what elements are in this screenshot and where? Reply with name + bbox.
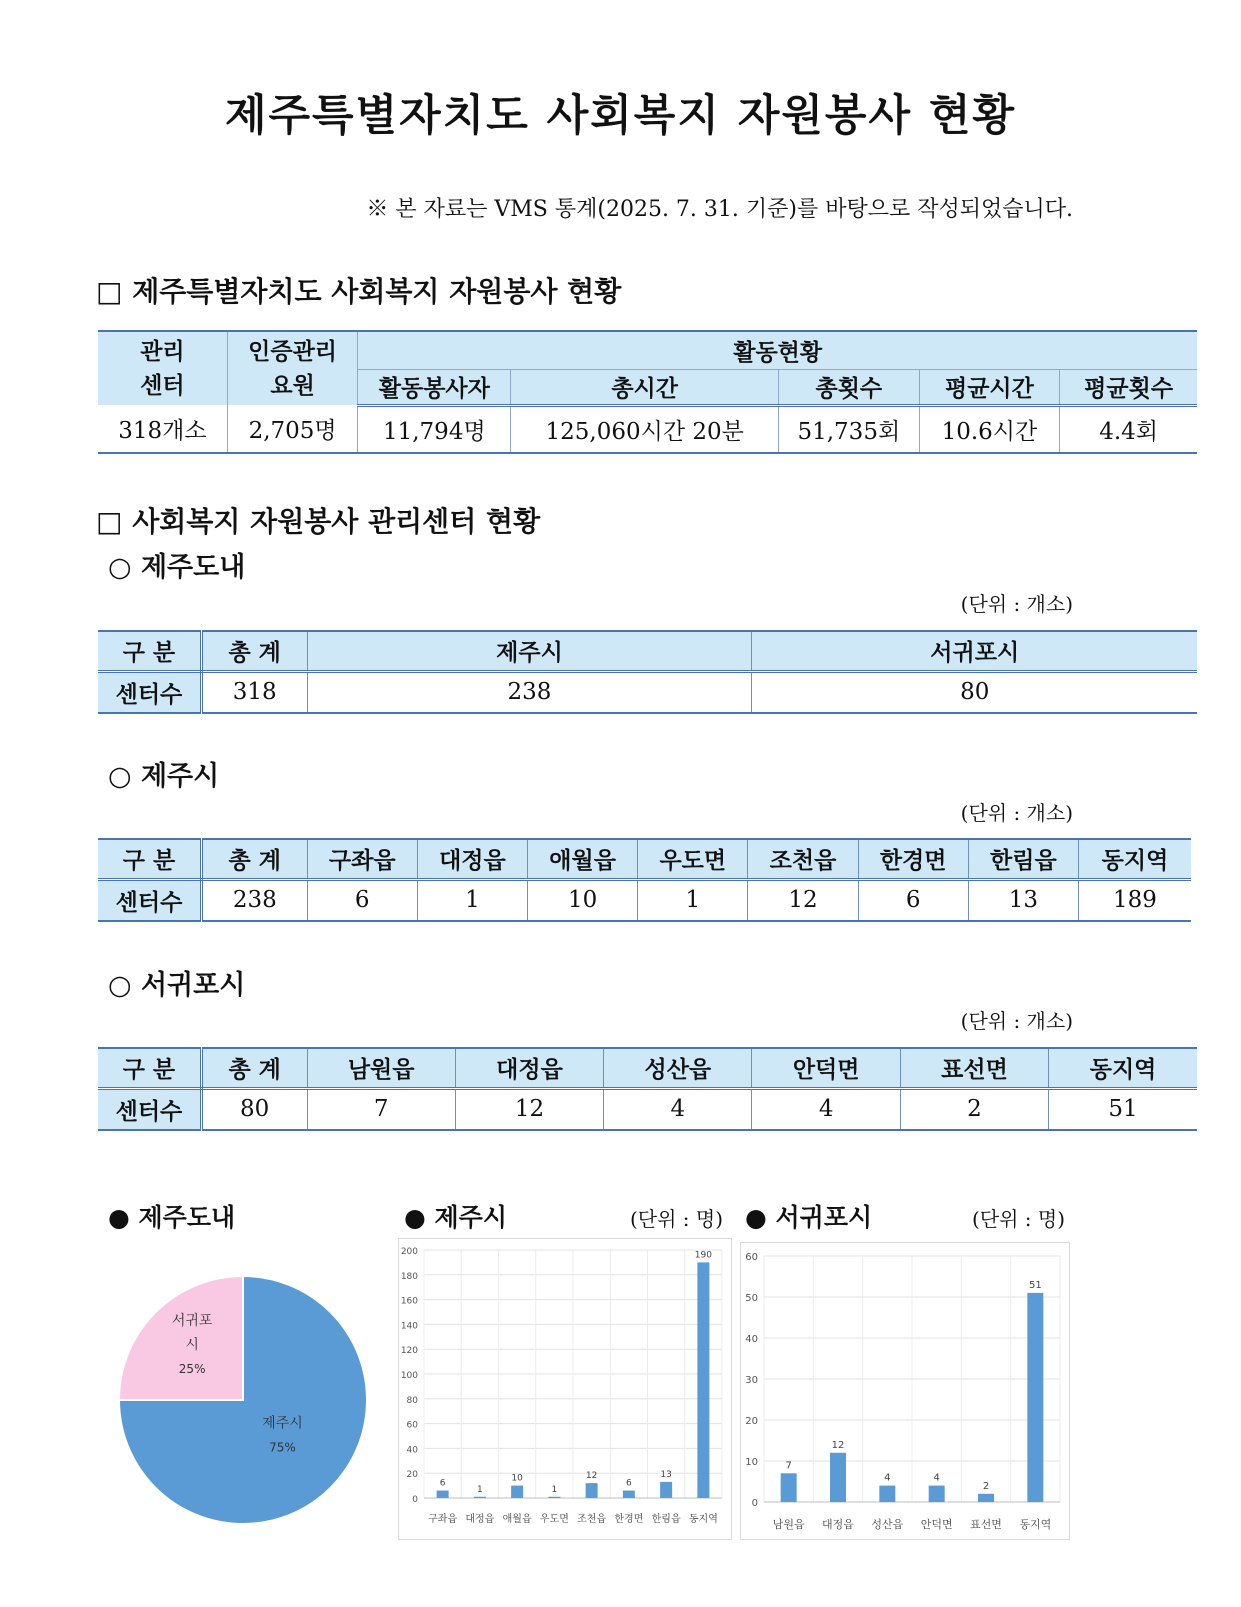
jeju-header-3: 대정읍 xyxy=(417,839,527,879)
province-value-3: 80 xyxy=(752,671,1197,713)
x-tick-label: 대정읍 xyxy=(465,1514,495,1525)
seogwipo-table xyxy=(98,1047,1197,1131)
seogwipo-value-4: 4 xyxy=(604,1088,752,1130)
data-label: 10 xyxy=(511,1473,523,1484)
jeju-header-7: 한경면 xyxy=(858,839,968,879)
value-avg-count: 4.4회 xyxy=(1060,405,1197,453)
bar-1 xyxy=(474,1497,486,1498)
jeju-value-4: 10 xyxy=(528,879,638,921)
bar-3 xyxy=(548,1497,560,1498)
jeju-header-0: 구 분 xyxy=(98,839,201,879)
chart-heading-jeju: ● 제주시 xyxy=(404,1203,507,1232)
x-tick-label: 동지역 xyxy=(688,1514,718,1525)
bar-0 xyxy=(437,1491,449,1498)
y-tick-label: 40 xyxy=(745,1334,758,1345)
header-center-text: 관리 센터 xyxy=(140,337,185,399)
y-tick-label: 60 xyxy=(745,1252,758,1263)
seogwipo-value-6: 2 xyxy=(900,1088,1048,1130)
subheading-seogwipo: ○ 서귀포시 xyxy=(108,970,246,1001)
bar-3 xyxy=(929,1486,945,1502)
y-tick-label: 0 xyxy=(412,1495,418,1505)
jeju-value-2: 6 xyxy=(307,879,417,921)
value-center: 318개소 xyxy=(98,405,227,453)
x-tick-label: 한림읍 xyxy=(651,1514,681,1525)
province-row-label: 센터수 xyxy=(98,671,201,713)
header-total-hours: 총시간 xyxy=(511,369,779,405)
province-header-3: 서귀포시 xyxy=(752,631,1197,671)
data-label: 51 xyxy=(1028,1279,1042,1291)
pie-slice-1 xyxy=(119,1276,243,1400)
province-value-2: 238 xyxy=(307,671,752,713)
header-total-count: 총횟수 xyxy=(779,369,920,405)
jeju-header-8: 한림읍 xyxy=(968,839,1078,879)
province-value-1: 318 xyxy=(201,671,307,713)
value-total-hours: 125,060시간 20분 xyxy=(511,405,779,453)
y-tick-label: 100 xyxy=(400,1371,418,1381)
data-label: 4 xyxy=(884,1472,891,1484)
jeju-value-3: 1 xyxy=(417,879,527,921)
data-label: 12 xyxy=(585,1471,598,1482)
value-total-count: 51,735회 xyxy=(779,405,920,453)
x-tick-label: 성산읍 xyxy=(871,1518,904,1531)
seogwipo-header-6: 표선면 xyxy=(900,1048,1048,1088)
data-label: 1 xyxy=(551,1484,558,1495)
bar-2 xyxy=(879,1486,895,1502)
chart-heading-seogwipo: ● 서귀포시 xyxy=(745,1203,873,1232)
x-tick-label: 우도면 xyxy=(539,1514,569,1525)
subheading-province: ○ 제주도내 xyxy=(108,552,246,583)
jeju-header-2: 구좌읍 xyxy=(307,839,417,879)
unit-label-province: (단위 : 개소) xyxy=(960,592,1073,616)
y-tick-label: 40 xyxy=(406,1445,418,1456)
header-activity: 활동현황 xyxy=(358,331,1197,369)
x-tick-label: 동지역 xyxy=(1019,1518,1052,1531)
pie-label-text: 시 xyxy=(185,1337,199,1354)
bar-chart-seogwipo xyxy=(740,1242,1070,1540)
data-label: 190 xyxy=(694,1250,712,1261)
data-label: 7 xyxy=(785,1460,792,1472)
bar-5 xyxy=(1027,1293,1043,1502)
y-tick-label: 200 xyxy=(400,1247,418,1257)
jeju-value-8: 13 xyxy=(968,879,1078,921)
data-label: 1 xyxy=(477,1484,483,1495)
y-tick-label: 140 xyxy=(400,1321,418,1332)
province-header-0: 구 분 xyxy=(98,631,201,671)
seogwipo-value-2: 7 xyxy=(307,1088,455,1130)
bar-2 xyxy=(511,1486,523,1498)
bar-6 xyxy=(660,1482,672,1498)
jeju-table xyxy=(98,838,1191,922)
jeju-header-9: 동지역 xyxy=(1078,839,1191,879)
x-tick-label: 안덕면 xyxy=(920,1518,953,1531)
jeju-value-1: 238 xyxy=(201,879,307,921)
seogwipo-header-1: 총 계 xyxy=(201,1048,307,1088)
jeju-header-6: 조천읍 xyxy=(748,839,858,879)
header-avg-hours: 평균시간 xyxy=(919,369,1060,405)
pie-chart-province xyxy=(115,1260,385,1540)
bar-0 xyxy=(781,1473,797,1502)
province-header-1: 총 계 xyxy=(201,631,307,671)
y-tick-label: 160 xyxy=(400,1296,418,1307)
jeju-header-4: 애월읍 xyxy=(528,839,638,879)
y-tick-label: 60 xyxy=(406,1420,418,1431)
seogwipo-value-5: 4 xyxy=(752,1088,900,1130)
data-label: 4 xyxy=(933,1472,940,1484)
pie-percent-label: 25% xyxy=(178,1362,206,1377)
jeju-value-9: 189 xyxy=(1078,879,1191,921)
source-note: ※ 본 자료는 VMS 통계(2025. 7. 31. 기준)를 바탕으로 작성되었습니다. xyxy=(366,197,1073,222)
header-staff-text: 인증관리 요원 xyxy=(248,337,338,399)
seogwipo-header-2: 남원읍 xyxy=(307,1048,455,1088)
x-tick-label: 남원읍 xyxy=(772,1518,805,1531)
header-staff xyxy=(227,331,357,405)
unit-label-jeju: (단위 : 개소) xyxy=(960,801,1073,825)
seogwipo-value-7: 51 xyxy=(1049,1088,1197,1130)
seogwipo-value-3: 12 xyxy=(455,1088,603,1130)
jeju-value-5: 1 xyxy=(638,879,748,921)
data-label: 6 xyxy=(439,1478,446,1489)
y-tick-label: 20 xyxy=(745,1416,758,1427)
header-volunteers: 활동봉사자 xyxy=(358,369,511,405)
y-tick-label: 30 xyxy=(745,1375,758,1386)
y-tick-label: 10 xyxy=(745,1457,758,1468)
bar-4 xyxy=(978,1494,994,1502)
y-tick-label: 0 xyxy=(751,1498,758,1509)
value-avg-hours: 10.6시간 xyxy=(919,405,1060,453)
y-tick-label: 50 xyxy=(745,1293,758,1304)
bar-4 xyxy=(586,1483,598,1498)
page-title: 제주특별자치도 사회복지 자원봉사 현황 xyxy=(224,91,1017,141)
subheading-jeju: ○ 제주시 xyxy=(108,761,220,792)
y-tick-label: 80 xyxy=(406,1395,418,1406)
header-center xyxy=(98,331,227,405)
summary-table xyxy=(98,330,1197,454)
x-tick-label: 구좌읍 xyxy=(428,1514,458,1525)
y-tick-label: 120 xyxy=(400,1346,418,1357)
value-staff: 2,705명 xyxy=(227,405,357,453)
seogwipo-header-7: 동지역 xyxy=(1049,1048,1197,1088)
bar-7 xyxy=(697,1262,709,1498)
unit-label-seogwipo: (단위 : 개소) xyxy=(960,1009,1073,1033)
seogwipo-row-label: 센터수 xyxy=(98,1088,201,1130)
chart-unit-jeju: (단위 : 명) xyxy=(630,1207,724,1231)
section-heading-summary: □ 제주특별자치도 사회복지 자원봉사 현황 xyxy=(96,275,622,308)
bar-1 xyxy=(830,1453,846,1502)
bar-chart-jeju xyxy=(398,1238,732,1540)
data-label: 13 xyxy=(660,1469,672,1480)
province-header-2: 제주시 xyxy=(307,631,752,671)
chart-unit-seogwipo: (단위 : 명) xyxy=(972,1207,1066,1231)
x-tick-label: 표선면 xyxy=(970,1518,1002,1531)
y-tick-label: 20 xyxy=(406,1470,418,1481)
bar-5 xyxy=(623,1491,635,1498)
jeju-header-1: 총 계 xyxy=(201,839,307,879)
jeju-value-7: 6 xyxy=(858,879,968,921)
x-tick-label: 한경면 xyxy=(614,1514,644,1525)
pie-percent-label: 75% xyxy=(269,1440,296,1455)
jeju-row-label: 센터수 xyxy=(98,879,201,921)
value-volunteers: 11,794명 xyxy=(358,405,511,453)
seogwipo-header-0: 구 분 xyxy=(98,1048,201,1088)
seogwipo-header-4: 성산읍 xyxy=(604,1048,752,1088)
data-label: 12 xyxy=(831,1439,845,1451)
province-table xyxy=(98,630,1197,714)
pie-label-text: 서귀포 xyxy=(171,1313,213,1330)
seogwipo-header-3: 대정읍 xyxy=(455,1048,603,1088)
section-heading-centers: □ 사회복지 자원봉사 관리센터 현황 xyxy=(96,505,541,538)
y-tick-label: 180 xyxy=(400,1271,418,1282)
header-avg-count: 평균횟수 xyxy=(1060,369,1197,405)
chart-heading-province: ● 제주도내 xyxy=(108,1203,236,1232)
data-label: 6 xyxy=(626,1478,632,1489)
data-label: 2 xyxy=(982,1480,990,1492)
x-tick-label: 대정읍 xyxy=(822,1518,854,1531)
seogwipo-value-1: 80 xyxy=(201,1088,307,1130)
jeju-header-5: 우도면 xyxy=(638,839,748,879)
seogwipo-header-5: 안덕면 xyxy=(752,1048,900,1088)
x-tick-label: 조천읍 xyxy=(577,1514,607,1525)
pie-label-text: 제주시 xyxy=(262,1415,303,1432)
jeju-value-6: 12 xyxy=(748,879,858,921)
x-tick-label: 애월읍 xyxy=(502,1514,532,1525)
